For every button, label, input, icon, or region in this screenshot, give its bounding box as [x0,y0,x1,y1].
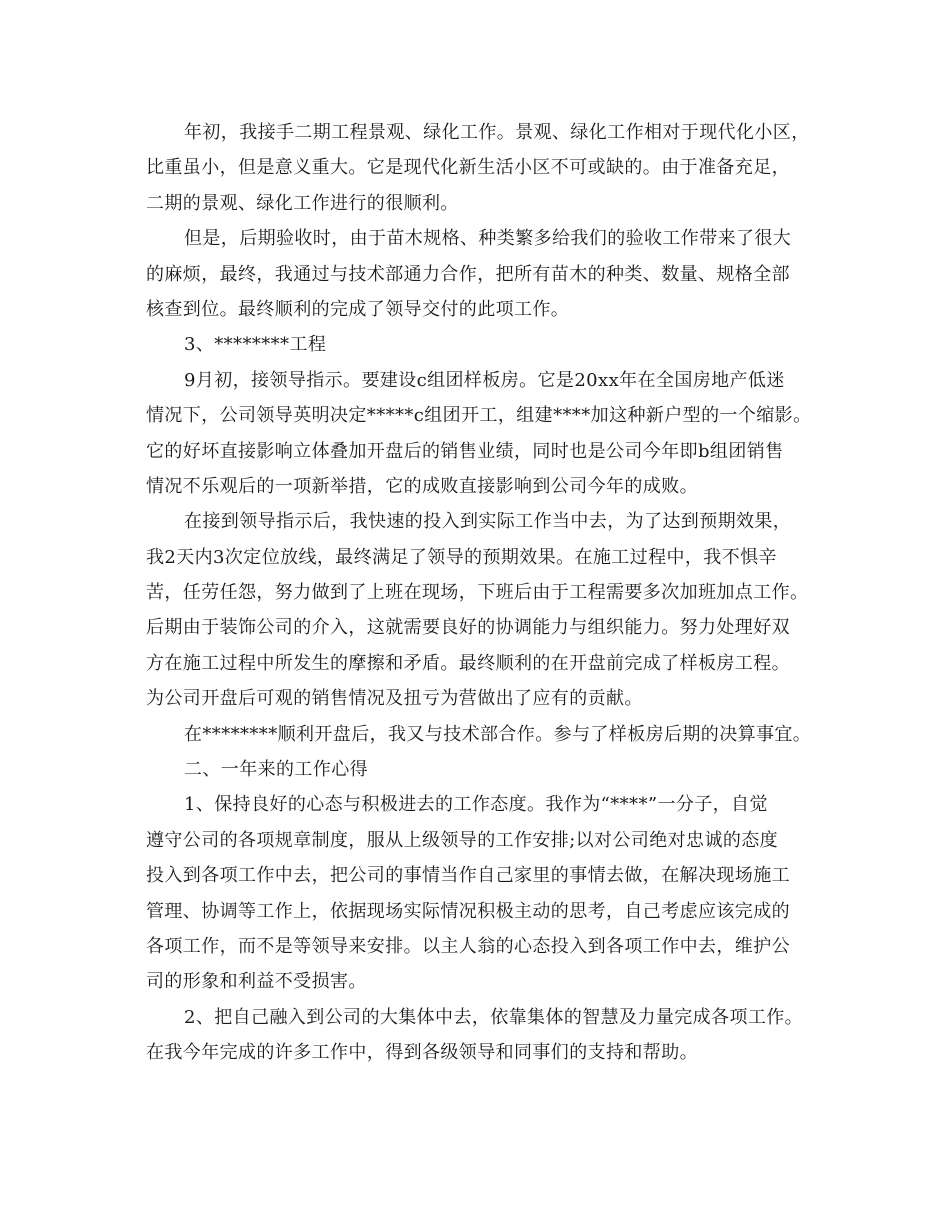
text-line: 2、把自己融入到公司的大集体中去，依靠集体的智慧及力量完成各项工作。 [184,1006,804,1028]
text-line: 后期由于装饰公司的介入，这就需要良好的协调能力与组织能力。努力处理好双 [146,617,790,639]
text-line: 情况下，公司领导英明决定*****c组团开工，组建****加这种新户型的一个缩影。 [146,405,812,427]
text-line: 在********顺利开盘后，我又与技术部合作。参与了样板房后期的决算事宜。 [184,723,812,745]
text-line: 管理、协调等工作上，依据现场实际情况积极主动的思考，自己考虑应该完成的 [146,900,790,922]
text-line: 我2天内3次定位放线，最终满足了领导的预期效果。在施工过程中，我不惧辛 [146,546,777,568]
text-line: 方在施工过程中所发生的摩擦和矛盾。最终顺利的在开盘前完成了样板房工程。 [146,652,790,674]
text-line: 1、保持良好的心态与积极进去的工作态度。我作为“****”一分子，自觉 [184,794,768,816]
text-line: 它的好坏直接影响立体叠加开盘后的销售业绩，同时也是公司今年即b组团销售 [146,440,784,462]
text-line: 年初，我接手二期工程景观、绿化工作。景观、绿化工作相对于现代化小区， [184,122,810,143]
section-heading: 3、********工程 [184,334,327,356]
text-line: 在我今年完成的许多工作中，得到各级领导和同事们的支持和帮助。 [146,1042,698,1064]
section-heading: 二、一年来的工作心得 [184,759,368,781]
text-line: 核查到位。最终顺利的完成了领导交付的此项工作。 [146,298,570,320]
text-line: 9月初，接领导指示。要建设c组团样板房。它是20xx年在全国房地产低迷 [184,369,785,391]
document-body [146,115,818,1071]
text-line: 苦，任劳任怨，努力做到了上班在现场，下班后由于工程需要多次加班加点工作。 [146,582,809,604]
text-line: 为公司开盘后可观的销售情况及扭亏为营做出了应有的贡献。 [146,688,643,710]
text-line: 投入到各项工作中去，把公司的事情当作自己家里的事情去做，在解决现场施工 [146,865,790,887]
text-line: 比重虽小，但是意义重大。它是现代化新生活小区不可或缺的。由于准备充足， [146,157,790,179]
text-line: 各项工作，而不是等领导来安排。以主人翁的心态投入到各项工作中去，维护公 [146,935,790,957]
text-line: 但是，后期验收时，由于苗木规格、种类繁多给我们的验收工作带来了很大 [184,228,792,250]
text-line: 情况不乐观后的一项新举措，它的成败直接影响到公司今年的成败。 [146,475,698,497]
text-line: 在接到领导指示后，我快速的投入到实际工作当中去，为了达到预期效果， [184,511,792,533]
text-line: 的麻烦，最终，我通过与技术部通力合作，把所有苗木的种类、数量、规格全部 [146,263,790,285]
text-line: 二期的景观、绿化工作进行的很顺利。 [146,192,459,214]
text-line: 司的形象和利益不受损害。 [146,971,367,993]
text-line: 遵守公司的各项规章制度，服从上级领导的工作安排;以对公司绝对忠诚的态度 [146,829,779,851]
